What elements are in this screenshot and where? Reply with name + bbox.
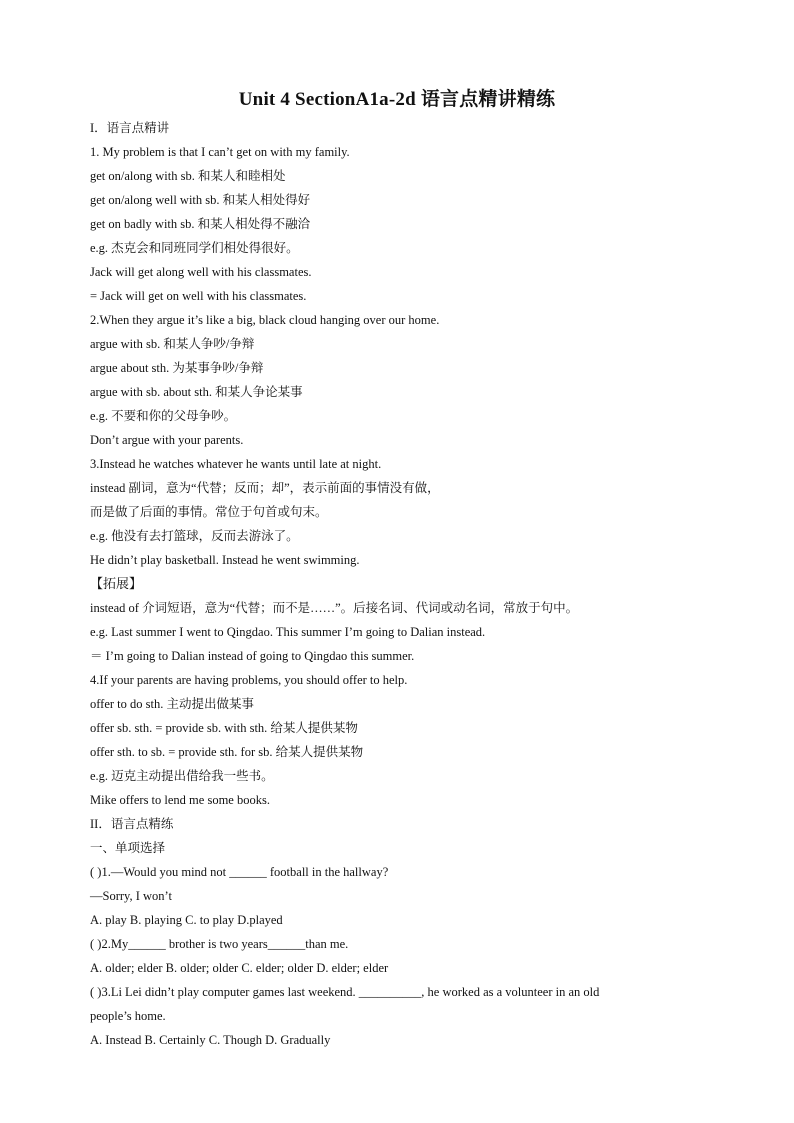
section-heading: II．语言点精练 — [90, 817, 174, 831]
text-line: 而是做了后面的事情。常位于句首或句末。 — [90, 505, 328, 519]
options-line: A. Instead B. Certainly C. Though D. Gradually — [90, 1033, 331, 1047]
question-line: ( )3.Li Lei didn’t play computer games last weekend. __________, he worked as a volunteer in an old — [90, 985, 600, 999]
text-line: 3.Instead he watches whatever he wants until late at night. — [90, 457, 382, 471]
text-line: 4.If your parents are having problems, you should offer to help. — [90, 673, 408, 687]
text-line: 2.When they argue it’s like a big, black cloud hanging over our home. — [90, 313, 440, 327]
text-line: —Sorry, I won’t — [90, 889, 172, 903]
text-line: get on/along well with sb. 和某人相处得好 — [90, 193, 311, 207]
text-line: ＝ I’m going to Dalian instead of going to Qingdao this summer. — [90, 649, 415, 663]
text-line: Jack will get along well with his classmates. — [90, 265, 312, 279]
text-line: Don’t argue with your parents. — [90, 433, 244, 447]
text-line: = Jack will get on well with his classmates. — [90, 289, 307, 303]
options-line: A. older; elder B. older; older C. elder; older D. elder; elder — [90, 961, 389, 975]
question-line: ( )2.My______ brother is two years______than me. — [90, 937, 349, 951]
text-line: Mike offers to lend me some books. — [90, 793, 270, 807]
text-line: e.g. 不要和你的父母争吵。 — [90, 409, 237, 423]
text-line: instead 副词，意为“代替；反而；却”，表示前面的事情没有做， — [90, 481, 440, 495]
text-line: e.g. 杰克会和同班同学们相处得很好。 — [90, 241, 299, 255]
options-line: A. play B. playing C. to play D.played — [90, 913, 283, 927]
text-line: get on badly with sb. 和某人相处得不融洽 — [90, 217, 311, 231]
text-line: 1. My problem is that I can’t get on with my family. — [90, 145, 350, 159]
text-line: offer to do sth. 主动提出做某事 — [90, 697, 254, 711]
document-body — [90, 116, 730, 1052]
text-line: e.g. 他没有去打篮球，反而去游泳了。 — [90, 529, 299, 543]
text-line: people’s home. — [90, 1009, 166, 1023]
question-line: ( )1.—Would you mind not ______ football in the hallway? — [90, 865, 389, 879]
text-line: e.g. 迈克主动提出借给我一些书。 — [90, 769, 274, 783]
text-line: argue with sb. about sth. 和某人争论某事 — [90, 385, 303, 399]
text-line: e.g. Last summer I went to Qingdao. This summer I’m going to Dalian instead. — [90, 625, 486, 639]
text-line: get on/along with sb. 和某人和睦相处 — [90, 169, 286, 183]
subsection-heading: 一、单项选择 — [90, 841, 166, 855]
document-title: Unit 4 SectionA1a-2d 语言点精讲精练 — [238, 89, 556, 110]
text-line: offer sth. to sb. = provide sth. for sb. 给某人提供某物 — [90, 745, 364, 759]
text-line: instead of 介词短语，意为“代替；而不是……”。后接名词、代词或动名词，常放于句中。 — [90, 601, 579, 615]
text-line: offer sb. sth. = provide sb. with sth. 给某人提供某物 — [90, 721, 358, 735]
text-line: argue with sb. 和某人争吵/争辩 — [90, 337, 255, 351]
text-line: argue about sth. 为某事争吵/争辩 — [90, 361, 264, 375]
section-heading: I．语言点精讲 — [90, 121, 170, 135]
text-line: He didn’t play basketball. Instead he went swimming. — [90, 553, 360, 567]
extension-heading: 【拓展】 — [90, 576, 143, 591]
